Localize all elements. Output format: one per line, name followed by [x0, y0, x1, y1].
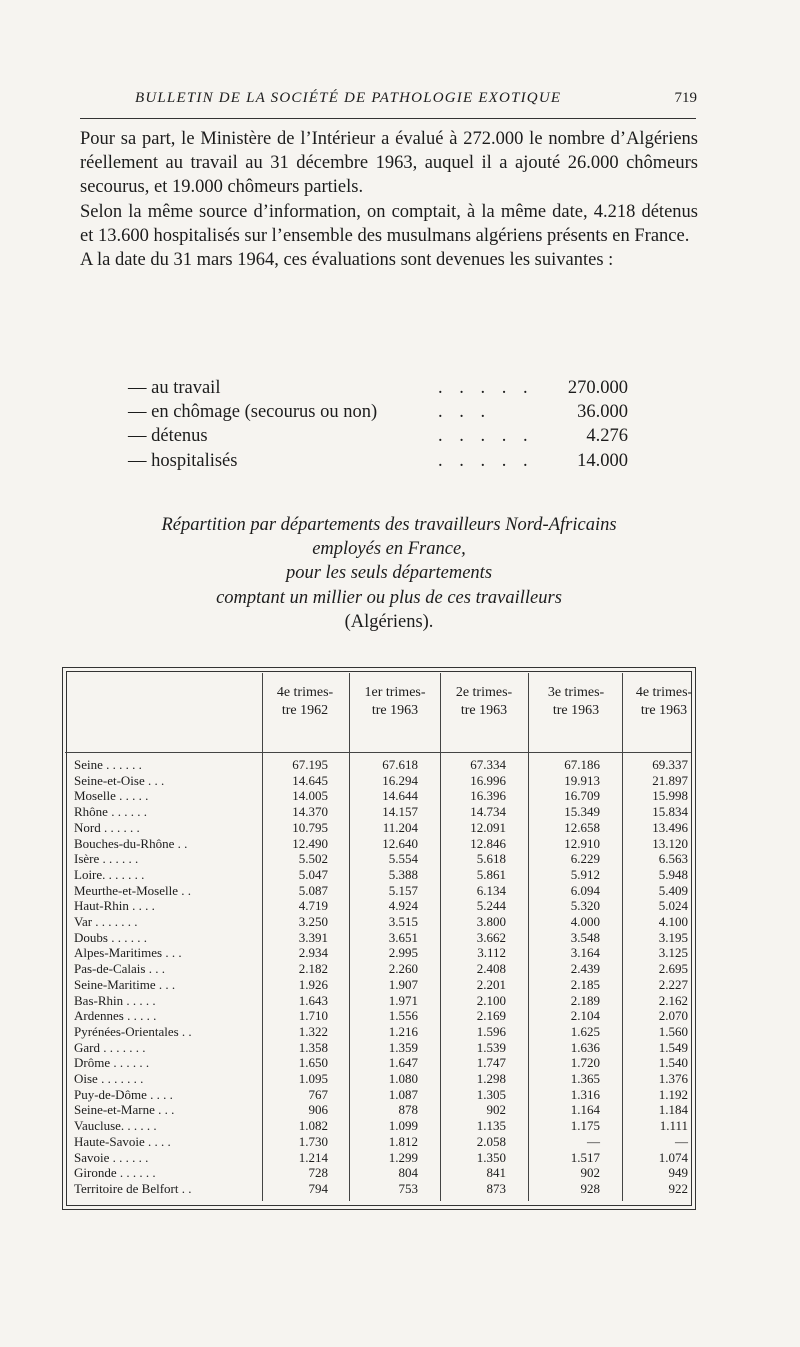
table-cell: 14.370 [292, 804, 328, 820]
column-header-line: tre 1963 [552, 703, 600, 718]
paragraph-ministere: Pour sa part, le Ministère de l’Intérieur a évalué à 272.000 le nombre d’Algériens réellement au travail au 31 décembre 1963, auquel il a ajouté 26.000 chômeurs secourus, et 19.000 chômeurs partiels. [80, 129, 698, 198]
table-cell: 2.162 [658, 992, 688, 1008]
table-cell: 1.636 [570, 1039, 600, 1055]
table-cell: 1.299 [388, 1149, 418, 1165]
table-cell: 4.924 [388, 898, 418, 914]
table-cell: 928 [580, 1180, 600, 1196]
table-cell: 6.229 [570, 851, 600, 867]
table-cell: 5.087 [298, 882, 328, 898]
column-header-line: tre 1963 [460, 703, 508, 718]
column-header-line: 4e trimes- [276, 685, 334, 700]
table-cell: 3.548 [570, 929, 600, 945]
department-name: Vaucluse. . . . . . [74, 1118, 157, 1134]
table-cell: 12.910 [564, 835, 600, 851]
table-cell: 1.625 [570, 1023, 600, 1039]
table-cell: 5.024 [658, 898, 688, 914]
list-item-value: 4.276 [586, 426, 628, 447]
table-cell: 1.730 [298, 1133, 328, 1149]
table-cell: 12.846 [470, 835, 506, 851]
header-separator [65, 752, 691, 753]
list-item [128, 376, 633, 400]
paragraph-source: Selon la même source d’information, on comptait, à la même date, 4.218 détenus et 13.600 hospitalisés sur l’ensemble des musulmans algériens présents en France. [80, 201, 698, 246]
table-cell: 5.388 [388, 866, 418, 882]
table-cell: 1.747 [476, 1055, 506, 1071]
department-name: Alpes-Maritimes . . . [74, 945, 182, 961]
department-name: Rhône . . . . . . [74, 804, 147, 820]
table-cell: 14.645 [292, 772, 328, 788]
table-cell: 16.396 [470, 788, 506, 804]
list-item-label: — détenus [128, 426, 208, 447]
table-cell: 949 [668, 1165, 688, 1181]
table-cell: 2.995 [388, 945, 418, 961]
column-header-line: 3e trimes- [547, 685, 605, 700]
list-item [128, 424, 633, 448]
department-name: Puy-de-Dôme . . . . [74, 1086, 173, 1102]
table-cell: 1.111 [659, 1118, 688, 1134]
table-cell: 13.120 [652, 835, 688, 851]
table-cell: 3.800 [476, 914, 506, 929]
table-cell: 69.337 [652, 757, 688, 772]
department-name: Meurthe-et-Moselle . . [74, 882, 191, 898]
table-cell: 5.157 [388, 882, 418, 898]
table-cell: 6.563 [658, 851, 688, 867]
table-cell: 3.651 [388, 929, 418, 945]
table-cell: 67.618 [382, 757, 418, 772]
column-separator [528, 673, 529, 1201]
table-cell: 922 [668, 1180, 688, 1196]
table-cell: 1.359 [388, 1039, 418, 1055]
column-header [619, 684, 709, 720]
table-cell: 4.719 [298, 898, 328, 914]
table-cell: 1.365 [570, 1071, 600, 1086]
table-cell: 5.409 [658, 882, 688, 898]
table-cell: 1.164 [570, 1102, 600, 1118]
paragraph-evaluations: A la date du 31 mars 1964, ces évaluations sont devenues les suivantes : [80, 250, 614, 271]
table-cell: 2.070 [658, 1008, 688, 1024]
column-header-line: tre 1963 [371, 703, 419, 718]
table-cell: 1.082 [298, 1118, 328, 1134]
table-cell: 16.709 [564, 788, 600, 804]
table-cell: 906 [308, 1102, 328, 1118]
table-cell: 5.320 [570, 898, 600, 914]
department-name: Loire. . . . . . . [74, 866, 145, 882]
table-cell: 14.734 [470, 804, 506, 820]
table-cell: 1.720 [570, 1055, 600, 1071]
table-cell: 728 [308, 1165, 328, 1181]
department-name: Var . . . . . . . [74, 914, 138, 929]
table-cell: 1.650 [298, 1055, 328, 1071]
table-cell: 14.644 [382, 788, 418, 804]
column-header-line: 4e trimes- [635, 685, 693, 700]
table-cell: 1.549 [658, 1039, 688, 1055]
table-cell: 2.169 [476, 1008, 506, 1024]
page-number: 719 [674, 90, 697, 106]
column-header-line: 1er trimes- [364, 685, 426, 700]
table-cell: 2.104 [570, 1008, 600, 1024]
list-item-label: — au travail [128, 378, 221, 398]
dot-leader: . . . . . [438, 450, 534, 471]
table-cell: 6.134 [476, 882, 506, 898]
table-cell: 1.596 [476, 1023, 506, 1039]
table-cell: 12.490 [292, 835, 328, 851]
table-cell: 1.175 [570, 1118, 600, 1134]
table-cell: 1.539 [476, 1039, 506, 1055]
table-cell: 1.099 [388, 1118, 418, 1134]
journal-title: BULLETIN DE LA SOCIÉTÉ DE PATHOLOGIE EXOTIQUE [135, 90, 562, 106]
table-cell: 4.100 [658, 914, 688, 929]
table-cell: 5.047 [298, 866, 328, 882]
table-cell: 1.647 [388, 1055, 418, 1071]
table-cell: 1.926 [298, 976, 328, 992]
caption-line: pour les seuls départements [285, 563, 493, 584]
table-cell: 2.934 [298, 945, 328, 961]
table-cell: 5.244 [476, 898, 506, 914]
column-header [531, 684, 621, 720]
table-cell: 15.834 [652, 804, 688, 820]
table-cell: 13.496 [652, 819, 688, 835]
header-rule [80, 118, 696, 119]
body-text [80, 127, 698, 272]
table-cell: 3.125 [658, 945, 688, 961]
table-cell: 1.971 [388, 992, 418, 1008]
table-cell: 14.005 [292, 788, 328, 804]
table-cell: 1.298 [476, 1071, 506, 1086]
list-item-label: — hospitalisés [128, 450, 238, 471]
table-cell: 67.195 [292, 757, 328, 772]
column-header-line: tre 1963 [640, 703, 688, 718]
table-cell: 767 [308, 1086, 328, 1102]
table-cell: 1.556 [388, 1008, 418, 1024]
department-name: Seine-et-Oise . . . [74, 772, 165, 788]
table-cell: 15.349 [564, 804, 600, 820]
department-name: Haute-Savoie . . . . [74, 1133, 171, 1149]
department-name: Doubs . . . . . . [74, 929, 147, 945]
table-cell: 5.861 [476, 866, 506, 882]
column-header [350, 684, 440, 720]
table-cell: 16.996 [470, 772, 506, 788]
table-cell: 5.618 [476, 851, 506, 867]
table-cell: 2.439 [570, 961, 600, 977]
list-item-label: — en chômage (secourus ou non) [128, 402, 378, 423]
table-cell: 1.316 [570, 1086, 600, 1102]
caption-line: employés en France, [312, 539, 466, 560]
list-item-value: 270.000 [567, 378, 628, 398]
department-name: Savoie . . . . . . [74, 1149, 149, 1165]
table-cell: 2.201 [476, 976, 506, 992]
table-cell: 11.204 [382, 819, 418, 835]
table-cell: 1.074 [658, 1149, 688, 1165]
table-cell: 2.182 [298, 961, 328, 977]
table-cell: 1.135 [476, 1118, 506, 1134]
table-cell: 1.376 [658, 1071, 688, 1086]
table-cell: 3.391 [298, 929, 328, 945]
table-cell: 1.358 [298, 1039, 328, 1055]
department-name: Gard . . . . . . . [74, 1039, 146, 1055]
table-cell: 3.112 [477, 945, 506, 961]
department-name: Moselle . . . . . [74, 788, 149, 804]
table-cell: 12.091 [470, 819, 506, 835]
table-cell: 1.710 [298, 1008, 328, 1024]
table-cell: 1.322 [298, 1023, 328, 1039]
list-item [128, 449, 633, 473]
department-name: Ardennes . . . . . [74, 1008, 157, 1024]
table-cell: 1.214 [298, 1149, 328, 1165]
running-head [80, 88, 700, 112]
table-cell: 2.408 [476, 961, 506, 977]
table-cell: 804 [398, 1165, 418, 1181]
caption-line: Répartition par départements des travailleurs Nord-Africains [161, 515, 617, 535]
table-cell: 5.948 [658, 866, 688, 882]
table-cell: 14.157 [382, 804, 418, 820]
list-item-value: 14.000 [577, 450, 628, 471]
department-name: Territoire de Belfort . . [74, 1180, 192, 1196]
table-cell: 3.515 [388, 914, 418, 929]
table-cell: 67.186 [564, 757, 600, 772]
table-cell: 12.658 [564, 819, 600, 835]
department-name: Pas-de-Calais . . . [74, 961, 165, 977]
list-item [128, 400, 633, 424]
table-cell: 5.554 [388, 851, 418, 867]
evaluation-list [128, 376, 633, 473]
table-cell: 1.216 [388, 1023, 418, 1039]
table-cell: 902 [580, 1165, 600, 1181]
table-cell: 2.227 [658, 976, 688, 992]
table-cell: 1.192 [658, 1086, 688, 1102]
column-header-line: 2e trimes- [455, 685, 513, 700]
dot-leader: . . . [438, 402, 492, 423]
table-cell: 3.164 [570, 945, 600, 961]
department-name: Nord . . . . . . [74, 819, 140, 835]
table-cell: — [675, 1133, 688, 1149]
table-cell: 1.560 [658, 1023, 688, 1039]
table-cell: 1.517 [570, 1149, 600, 1165]
table-cell: 4.000 [570, 914, 600, 929]
table-caption [80, 513, 698, 634]
table-cell: — [587, 1133, 600, 1149]
table-cell: 841 [486, 1165, 506, 1181]
table-cell: 2.695 [658, 961, 688, 977]
table-cell: 2.185 [570, 976, 600, 992]
table-cell: 10.795 [292, 819, 328, 835]
table-cell: 6.094 [570, 882, 600, 898]
table-cell: 902 [486, 1102, 506, 1118]
table-cell: 19.913 [564, 772, 600, 788]
column-header-line: tre 1962 [281, 703, 329, 718]
department-name: Pyrénées-Orientales . . [74, 1023, 192, 1039]
table-cell: 1.087 [388, 1086, 418, 1102]
table-cell: 1.350 [476, 1149, 506, 1165]
department-name: Gironde . . . . . . [74, 1165, 156, 1181]
table-cell: 1.080 [388, 1071, 418, 1086]
table-cell: 16.294 [382, 772, 418, 788]
table-cell: 1.095 [298, 1071, 328, 1086]
dot-leader: . . . . . [438, 426, 534, 447]
department-name: Isère . . . . . . [74, 851, 139, 867]
table-cell: 1.540 [658, 1055, 688, 1071]
table-cell: 3.250 [298, 914, 328, 929]
table-cell: 1.305 [476, 1086, 506, 1102]
table-cell: 5.912 [570, 866, 600, 882]
table-cell: 753 [398, 1180, 418, 1196]
table-cell: 1.907 [388, 976, 418, 992]
table-cell: 15.998 [652, 788, 688, 804]
table-cell: 67.334 [470, 757, 506, 772]
column-header [260, 684, 350, 720]
table-cell: 5.502 [298, 851, 328, 867]
table-cell: 1.184 [658, 1102, 688, 1118]
department-name: Seine-Maritime . . . [74, 976, 176, 992]
department-name: Seine . . . . . . [74, 757, 142, 772]
table-cell: 2.189 [570, 992, 600, 1008]
department-name: Bouches-du-Rhône . . [74, 835, 188, 851]
table-cell: 3.662 [476, 929, 506, 945]
table-cell: 3.195 [658, 929, 688, 945]
table-cell: 873 [486, 1180, 506, 1196]
list-item-value: 36.000 [577, 402, 628, 423]
department-name: Oise . . . . . . . [74, 1071, 144, 1086]
dot-leader: . . . . . [438, 378, 534, 398]
table-cell: 794 [308, 1180, 328, 1196]
department-name: Bas-Rhin . . . . . [74, 992, 156, 1008]
table-cell: 2.260 [388, 961, 418, 977]
table-cell: 12.640 [382, 835, 418, 851]
department-name: Seine-et-Marne . . . [74, 1102, 175, 1118]
table-cell: 2.100 [476, 992, 506, 1008]
table-cell: 1.812 [388, 1133, 418, 1149]
department-name: Drôme . . . . . . [74, 1055, 150, 1071]
column-header [439, 684, 529, 720]
caption-line: comptant un millier ou plus de ces travailleurs [216, 587, 562, 608]
caption-line: (Algériens). [344, 611, 434, 632]
table-cell: 1.643 [298, 992, 328, 1008]
table-cell: 878 [398, 1102, 418, 1118]
department-name: Haut-Rhin . . . . [74, 898, 155, 914]
table-cell: 2.058 [476, 1133, 506, 1149]
table-cell: 21.897 [652, 772, 688, 788]
